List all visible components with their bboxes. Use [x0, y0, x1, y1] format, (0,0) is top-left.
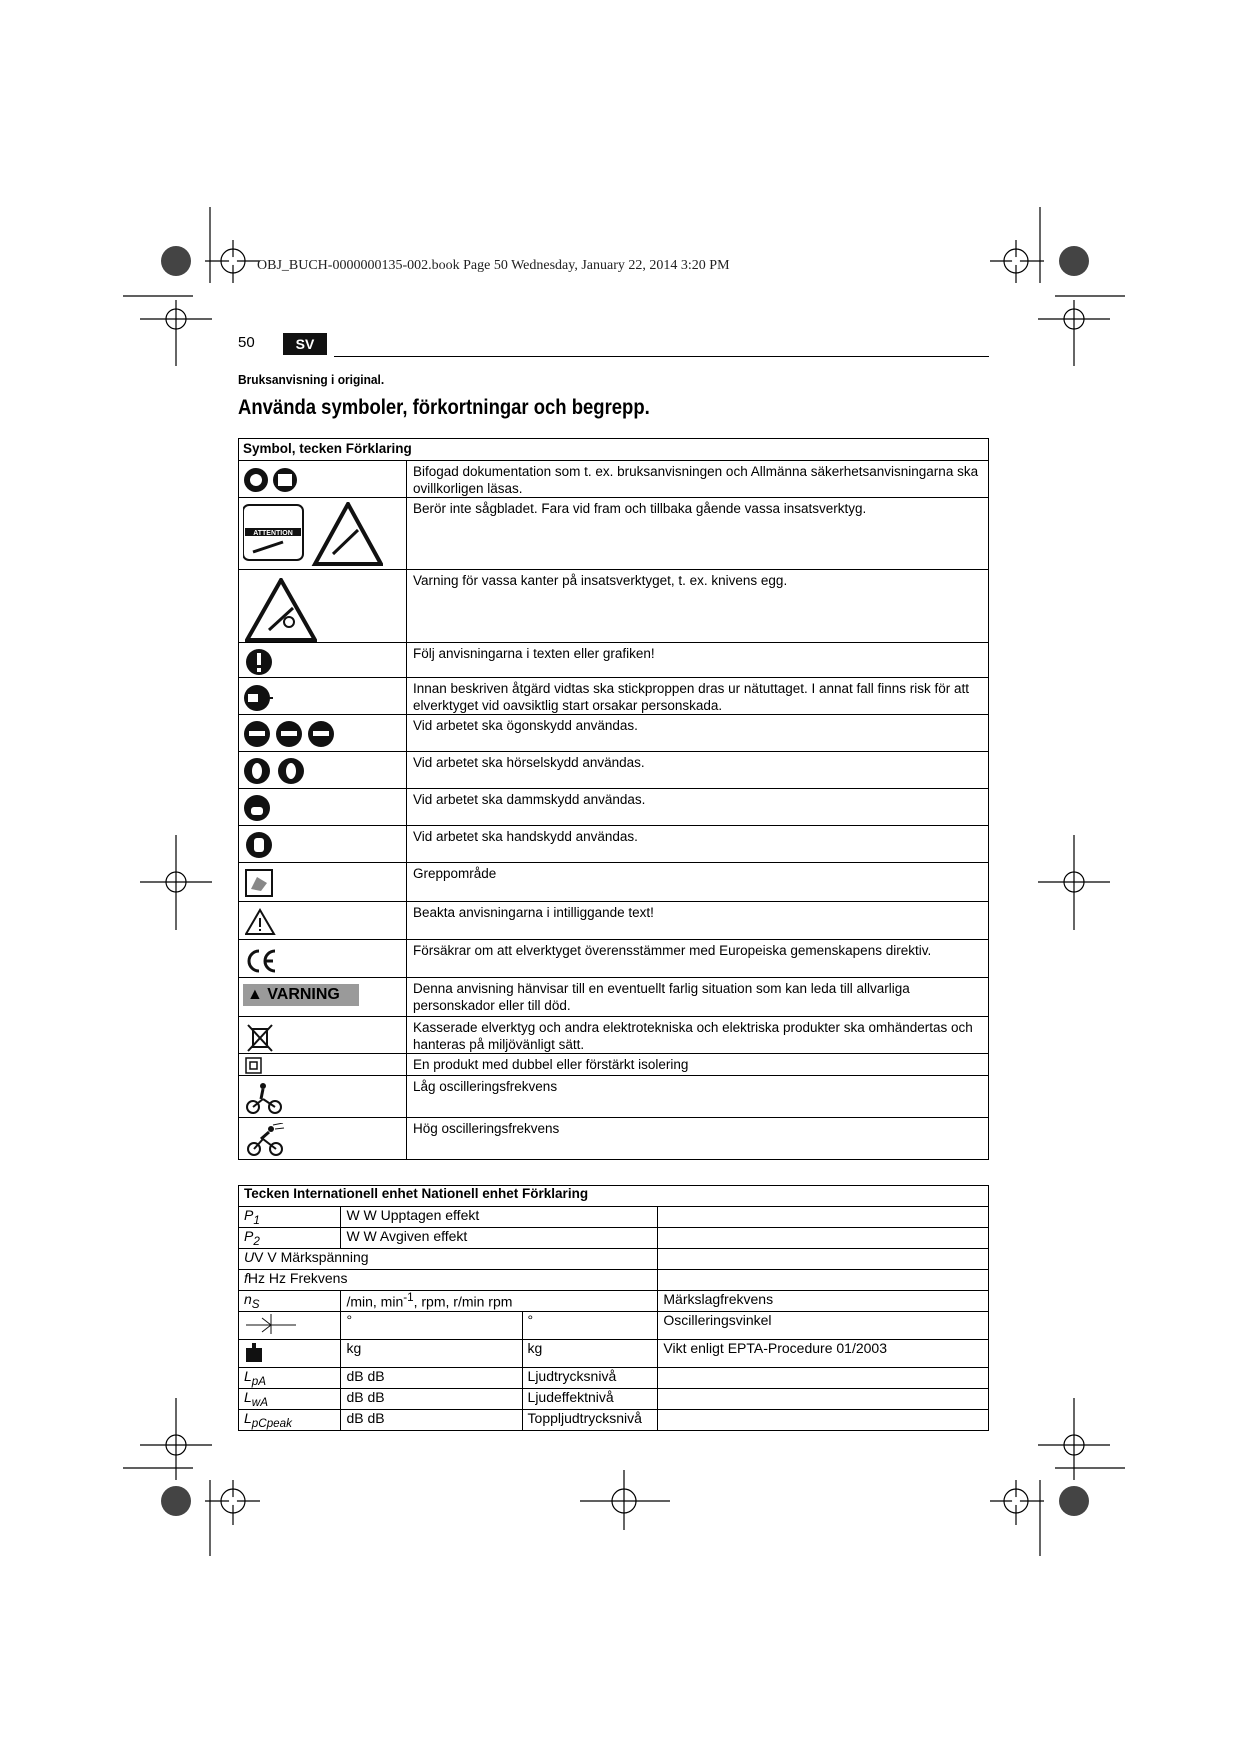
page-number: 50	[238, 334, 255, 351]
table-row	[239, 570, 989, 643]
explanation-cell	[658, 1249, 989, 1270]
table-row	[239, 461, 989, 498]
units-table	[238, 1185, 989, 1431]
unit-cell: kg	[522, 1340, 658, 1368]
row-text: En produkt med dubbel eller förstärkt isolering	[407, 1054, 989, 1076]
units-table-header-row	[239, 1186, 989, 1207]
table-row	[239, 789, 989, 826]
sign-cell: $n_S$	[239, 1291, 341, 1312]
explanation-cell	[658, 1389, 989, 1410]
explanation-cell: Vikt enligt EPTA-Procedure 01/2003	[658, 1340, 989, 1368]
row-text: Berör inte sågbladet. Fara vid fram och tillbaka gående vassa insatsverktyg.	[407, 498, 989, 570]
table-row	[239, 1249, 989, 1270]
attention-blade-warning-icons	[239, 498, 407, 570]
unit-cell: Ljudtrycksnivå	[522, 1368, 658, 1389]
row-text: Hög oscilleringsfrekvens	[407, 1118, 989, 1160]
weee-bin-icon	[239, 1017, 407, 1054]
row-text: Följ anvisningarna i texten eller grafiken!	[407, 643, 989, 678]
fast-bicycle-icon	[239, 1118, 407, 1160]
unit-cell: Toppljudtrycksnivå	[522, 1410, 658, 1431]
symbol-table-header: Symbol, tecken Förklaring	[239, 439, 989, 461]
sign-cell: $P_2$	[239, 1228, 341, 1249]
units-table-header: Tecken Internationell enhet Nationell enhet Förklaring	[239, 1186, 989, 1207]
unit-cell: W W Avgiven effekt	[341, 1228, 658, 1249]
table-row	[239, 715, 989, 752]
explanation-cell: Märkslagfrekvens	[658, 1291, 989, 1312]
table-row	[239, 826, 989, 863]
explanation-cell	[658, 1410, 989, 1431]
dust-mask-icon	[239, 789, 407, 826]
row-text: Denna anvisning hänvisar till en eventuellt farlig situation som kan leda till allvarliga personskador eller till död.	[407, 978, 989, 1017]
unit-cell: °	[341, 1312, 522, 1340]
table-row	[239, 1118, 989, 1160]
row-text: Kasserade elverktyg och andra elektrotekniska och elektriska produkter ska omhändertas och hanteras på miljövänligt sätt.	[407, 1017, 989, 1054]
sign-cell: $L_{pCpeak}$	[239, 1410, 341, 1431]
symbol-table-header-row	[239, 439, 989, 461]
svg-text:ATTENTION: ATTENTION	[253, 530, 293, 537]
row-text: Vid arbetet ska hörselskydd användas.	[407, 752, 989, 789]
table-row	[239, 1270, 989, 1291]
exclamation-icon	[239, 643, 407, 678]
unit-cell: dB dB	[341, 1368, 522, 1389]
sign-cell: $P_1$	[239, 1207, 341, 1228]
row-text: Bifogad dokumentation som t. ex. bruksanvisningen och Allmänna säkerhetsanvisningarna ska ovillkorligen läsas.	[407, 461, 989, 498]
row-text: Vid arbetet ska handskydd användas.	[407, 826, 989, 863]
unit-cell: dB dB	[341, 1410, 522, 1431]
table-row	[239, 1076, 989, 1118]
ear-protection-icons	[239, 752, 407, 789]
row-text: Beakta anvisningarna i intilliggande text!	[407, 902, 989, 940]
language-badge: SV	[283, 333, 327, 355]
row-text: Varning för vassa kanter på insatsverktyget, t. ex. knivens egg.	[407, 570, 989, 643]
explanation-cell	[658, 1270, 989, 1291]
table-row	[239, 498, 989, 570]
symbol-table	[238, 438, 989, 1160]
double-insulation-icon	[239, 1054, 407, 1076]
table-row	[239, 1340, 989, 1368]
explanation-cell: Oscilleringsvinkel	[658, 1312, 989, 1340]
grip-area-icon	[239, 863, 407, 902]
table-row	[239, 1017, 989, 1054]
table-row	[239, 940, 989, 978]
explanation-cell	[658, 1228, 989, 1249]
ce-mark-icon	[239, 940, 407, 978]
row-text: Vid arbetet ska ögonskydd användas.	[407, 715, 989, 752]
row-text: Försäkrar om att elverktyget överensstämmer med Europeiska gemenskapens direktiv.	[407, 940, 989, 978]
sharp-edges-warning-icon	[239, 570, 407, 643]
table-row	[239, 678, 989, 715]
gloves-icon	[239, 826, 407, 863]
unit-cell: °	[522, 1312, 658, 1340]
table-row	[239, 1228, 989, 1249]
unplug-icon	[239, 678, 407, 715]
table-row	[239, 978, 989, 1017]
table-row	[239, 1410, 989, 1431]
unit-cell: UV V Märkspänning	[239, 1249, 658, 1270]
row-text: Innan beskriven åtgärd vidtas ska stickproppen dras ur nätuttaget. I annat fall finns risk för att elverktyget vid oavsiktlig start orsakar personskada.	[407, 678, 989, 715]
table-row	[239, 1054, 989, 1076]
header-rule	[334, 356, 989, 357]
warning-triangle-icon	[239, 902, 407, 940]
unit-cell: Ljudeffektnivå	[522, 1389, 658, 1410]
row-text: Vid arbetet ska dammskydd användas.	[407, 789, 989, 826]
eye-protection-icons	[239, 715, 407, 752]
table-row	[239, 752, 989, 789]
row-text: Greppområde	[407, 863, 989, 902]
book-info-line: OBJ_BUCH-0000000135-002.book Page 50 Wednesday, January 22, 2014 3:20 PM	[257, 258, 730, 273]
sign-cell: $L_{wA}$	[239, 1389, 341, 1410]
row-text: Låg oscilleringsfrekvens	[407, 1076, 989, 1118]
table-row	[239, 863, 989, 902]
explanation-cell	[658, 1368, 989, 1389]
table-row	[239, 902, 989, 940]
unit-cell: kg	[341, 1340, 522, 1368]
table-row	[239, 1389, 989, 1410]
unit-cell: dB dB	[341, 1389, 522, 1410]
explanation-cell	[658, 1207, 989, 1228]
table-row	[239, 1368, 989, 1389]
unit-cell: W W Upptagen effekt	[341, 1207, 658, 1228]
slow-bicycle-icon	[239, 1076, 407, 1118]
unit-cell: fHz Hz Frekvens	[239, 1270, 658, 1291]
page-title: Använda symboler, förkortningar och begrepp.	[238, 396, 650, 419]
unit-cell: /min, $\min^{-1}$, rpm, r/min rpm	[341, 1291, 658, 1312]
varning-label-icon: ▲ VARNING	[239, 978, 407, 1017]
document-subtitle: Bruksanvisning i original.	[238, 372, 385, 387]
oscillation-angle-icon	[239, 1312, 341, 1340]
table-row	[239, 643, 989, 678]
read-manual-icons	[239, 461, 407, 498]
table-row	[239, 1291, 989, 1312]
varning-label-text: VARNING	[267, 986, 340, 1003]
table-row	[239, 1207, 989, 1228]
table-row	[239, 1312, 989, 1340]
sign-cell: $L_{pA}$	[239, 1368, 341, 1389]
weight-icon	[239, 1340, 341, 1368]
